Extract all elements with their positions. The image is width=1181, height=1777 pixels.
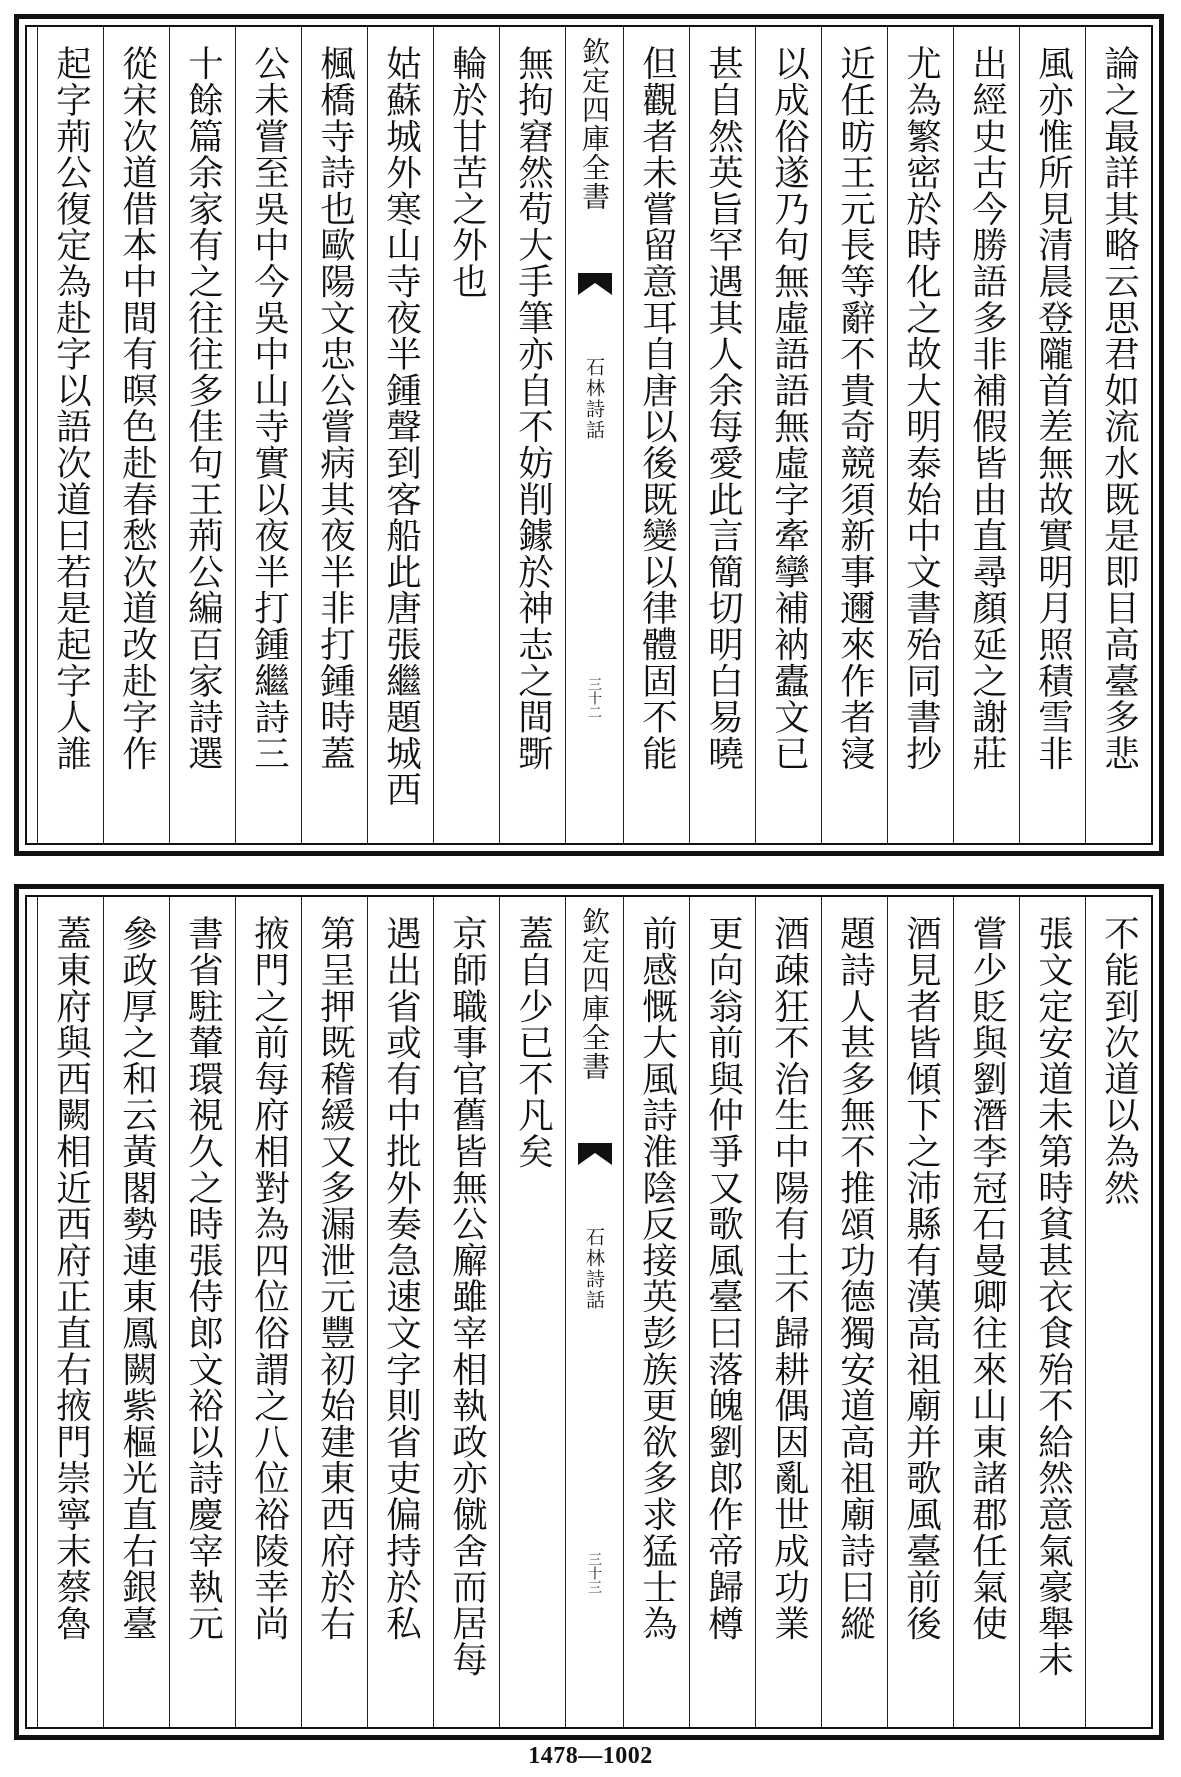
column-text: 書省駐輦環視久之時張侍郎文裕以詩慶宰執元 [182,915,224,1641]
text-column [499,897,565,1727]
text-column [1085,897,1151,1727]
text-column [1085,27,1151,843]
column-text: 從宋次道借本中間有暝色赴春愁次道改赴字作 [116,45,158,771]
text-column [1019,27,1085,843]
column-text: 遇出省或有中批外奏急速文字則省吏偏持於私 [380,915,422,1641]
column-text: 姑蘇城外寒山寺夜半鍾聲到客船此唐張繼題城西 [380,45,422,808]
column-text: 風亦惟所見清晨登隴首差無故實明月照積雪非 [1032,45,1074,771]
text-column [887,27,953,843]
column-text: 張文定安道未第時貧甚衣食殆不給然意氣豪舉未 [1032,915,1074,1678]
book-title: 石林詩話 [583,1227,605,1311]
column-text: 參政厚之和云黃閣勢連東鳳闕紫樞光直右銀臺 [116,915,158,1641]
text-column [103,27,169,843]
fishtail-mark-icon [578,1143,612,1165]
column-text: 甚自然英旨罕遇其人余每愛此言簡切明白易曉 [702,45,744,771]
text-column [367,897,433,1727]
column-text: 尤為繁密於時化之故大明泰始中文書殆同書抄 [900,45,942,771]
column-text: 楓橋寺詩也歐陽文忠公嘗病其夜半非打鍾時蓋 [314,45,356,771]
text-column [623,897,689,1727]
column-text: 前感慨大風詩淮陰反接英彭族更欲多求猛士為 [636,915,678,1641]
column-text: 論之最詳其略云思君如流水既是即目高臺多悲 [1098,45,1140,771]
text-column [433,897,499,1727]
text-column [301,27,367,843]
bottom-page [14,884,1164,1740]
text-column [623,27,689,843]
text-column [301,897,367,1727]
text-column [1019,897,1085,1727]
column-text: 第呈押既稽緩又多漏泄元豐初始建東西府於右 [314,915,356,1641]
text-column [953,27,1019,843]
collection-title: 欽定四庫全書 [578,37,611,211]
column-text: 但觀者未嘗留意耳自唐以後既變以律體固不能 [636,45,678,771]
text-column [169,27,235,843]
top-page-text-frame [25,25,1153,845]
column-text: 京師職事官舊皆無公廨雖宰相執政亦僦舍而居每 [446,915,488,1678]
text-column [499,27,565,843]
text-column [103,897,169,1727]
bottom-page-text-frame [25,895,1153,1729]
column-text: 題詩人甚多無不推頌功德獨安道高祖廟詩曰縱 [834,915,876,1641]
column-text: 十餘篇余家有之往往多佳句王荊公編百家詩選 [182,45,224,771]
text-column [37,897,103,1727]
top-page [14,14,1164,856]
leaf-number: 三十二 [586,677,602,719]
text-column [755,897,821,1727]
text-column [689,27,755,843]
column-text: 酒見者皆傾下之沛縣有漢高祖廟并歌風臺前後 [900,915,942,1641]
text-column [887,897,953,1727]
column-text: 公未嘗至吳中今吳中山寺實以夜半打鍾繼詩三 [248,45,290,771]
center-margin-column [565,897,623,1727]
column-text: 不能到次道以為然 [1098,915,1140,1206]
text-column [169,897,235,1727]
column-text: 以成俗遂乃句無虛語語無虛字牽攣補衲蠹文已 [768,45,810,771]
column-text: 酒疎狂不治生中陽有土不歸耕偶因亂世成功業 [768,915,810,1641]
text-column [367,27,433,843]
text-column [37,27,103,843]
collection-title: 欽定四庫全書 [578,907,611,1081]
book-title: 石林詩話 [583,357,605,441]
center-margin-column [565,27,623,843]
column-text: 起字荊公復定為赴字以語次道曰若是起字人誰 [50,45,92,771]
text-column [755,27,821,843]
text-column [821,27,887,843]
leaf-number: 三十三 [586,1552,602,1594]
text-column [689,897,755,1727]
page-code: 1478—1002 [528,1743,653,1769]
column-text: 蓋自少已不凡矣 [512,915,554,1170]
text-column [821,897,887,1727]
text-column [235,897,301,1727]
column-text: 掖門之前每府相對為四位俗謂之八位裕陵幸尚 [248,915,290,1641]
column-text: 出經史古今勝語多非補假皆由直尋顏延之謝莊 [966,45,1008,771]
fishtail-mark-icon [578,273,612,295]
text-column [235,27,301,843]
column-text: 近任昉王元長等辭不貴奇競須新事邇來作者寖 [834,45,876,771]
text-column [433,27,499,843]
column-text: 輪於甘苦之外也 [446,45,488,300]
column-text: 蓋東府與西闕相近西府正直右掖門崇寧末蔡魯 [50,915,92,1641]
column-text: 嘗少貶與劉潛李冠石曼卿往來山東諸郡任氣使 [966,915,1008,1641]
column-text: 更向翁前與仲爭又歌風臺曰落魄劉郎作帝歸樽 [702,915,744,1641]
column-text: 無拘窘然苟大手筆亦自不妨削鐻於神志之間斲 [512,45,554,771]
text-column [953,897,1019,1727]
